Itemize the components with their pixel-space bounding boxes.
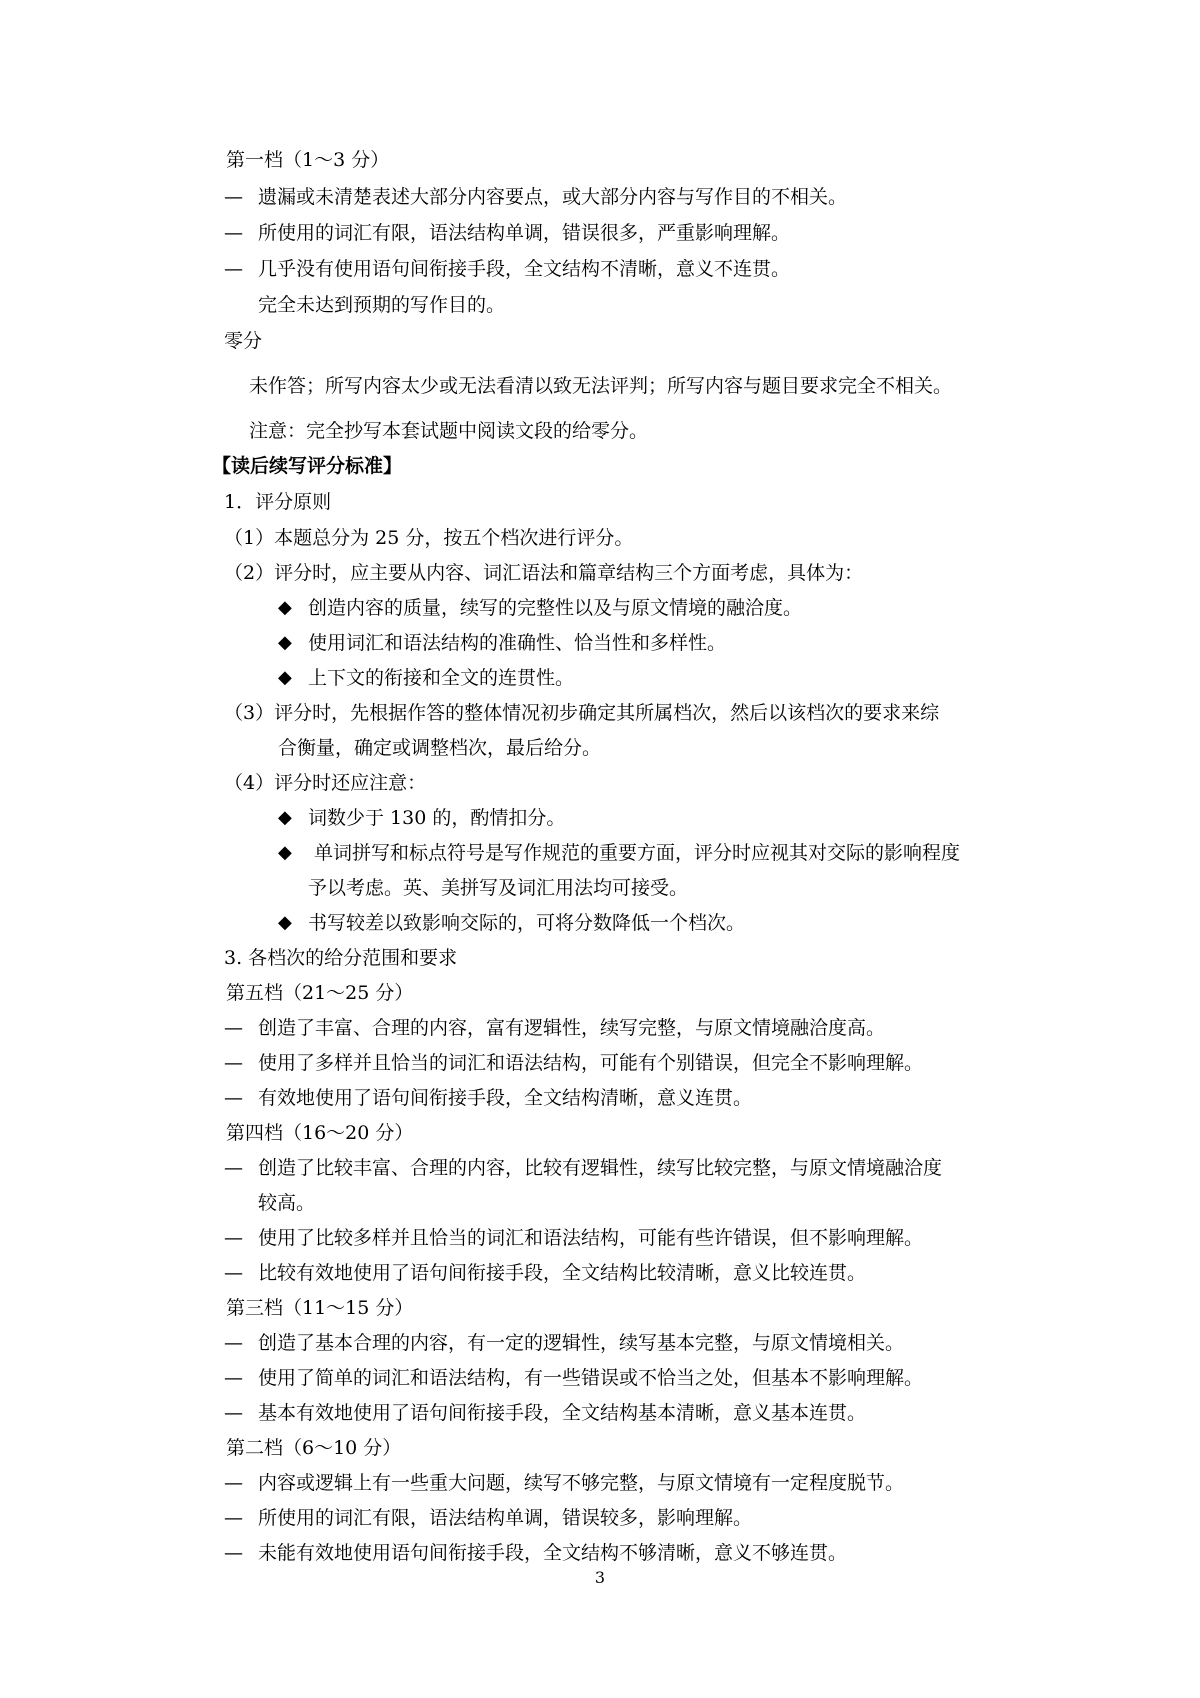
bullet-text: 创造了丰富、合理的内容，富有逻辑性，续写完整，与原文情境融洽度高。 bbox=[258, 1017, 886, 1039]
band2-bullet-2 bbox=[0, 1501, 1200, 1535]
bullet-text: 创造了比较丰富、合理的内容，比较有逻辑性，续写比较完整，与原文情境融洽度 bbox=[258, 1157, 943, 1179]
band4-heading-line bbox=[0, 1116, 1200, 1150]
page-number: 3 bbox=[594, 1568, 606, 1587]
bullet-text: 遗漏或未清楚表述大部分内容要点，或大部分内容与写作目的不相关。 bbox=[258, 186, 848, 208]
band2-heading: 第二档（6～10 分） bbox=[226, 1437, 402, 1459]
item-text: 创造内容的质量，续写的完整性以及与原文情境的融洽度。 bbox=[308, 597, 803, 619]
principle-text: （1）本题总分为 25 分，按五个档次进行评分。 bbox=[224, 527, 634, 549]
diamond-bullet-icon: ◆ bbox=[278, 667, 292, 688]
bands-heading: 3. 各档次的给分范围和要求 bbox=[224, 947, 458, 969]
zero-heading: 零分 bbox=[224, 330, 263, 352]
band3-bullet-3 bbox=[0, 1396, 1200, 1430]
dash-marker: — bbox=[224, 1052, 243, 1074]
principle-1 bbox=[0, 521, 1200, 555]
band5-bullet-1 bbox=[0, 1011, 1200, 1045]
note-text: 注意：完全抄写本套试题中阅读文段的给零分。 bbox=[249, 420, 649, 442]
dash-marker: — bbox=[224, 1227, 243, 1249]
dash-marker: — bbox=[224, 1157, 243, 1179]
dash-marker: — bbox=[224, 222, 243, 244]
bullet-text: 较高。 bbox=[258, 1192, 316, 1214]
dash-marker: — bbox=[224, 1472, 243, 1494]
bullet-text: 基本有效地使用了语句间衔接手段，全文结构基本清晰，意义基本连贯。 bbox=[258, 1402, 867, 1424]
zero-text: 未作答；所写内容太少或无法看清以致无法评判；所写内容与题目要求完全不相关。 bbox=[249, 375, 953, 397]
band3-heading-line bbox=[0, 1291, 1200, 1325]
bullet-text: 使用了比较多样并且恰当的词汇和语法结构，可能有些许错误，但不影响理解。 bbox=[258, 1227, 924, 1249]
item-text: 使用词汇和语法结构的准确性、恰当性和多样性。 bbox=[308, 632, 727, 654]
band3-bullet-2 bbox=[0, 1361, 1200, 1395]
principle-text: （2）评分时，应主要从内容、词汇语法和篇章结构三个方面考虑，具体为： bbox=[224, 562, 864, 584]
dash-marker: — bbox=[224, 1262, 243, 1284]
band1-conclusion: 完全未达到预期的写作目的。 bbox=[258, 294, 506, 316]
band5-bullet-2 bbox=[0, 1046, 1200, 1080]
bullet-text: 几乎没有使用语句间衔接手段，全文结构不清晰，意义不连贯。 bbox=[258, 258, 791, 280]
section-title: 【读后续写评分标准】 bbox=[212, 455, 403, 477]
band4-bullet-2 bbox=[0, 1221, 1200, 1255]
item-text: 词数少于 130 的，酌情扣分。 bbox=[308, 807, 566, 829]
bullet-text: 所使用的词汇有限，语法结构单调，错误较多，影响理解。 bbox=[258, 1507, 753, 1529]
principle-2-item-3 bbox=[0, 661, 1200, 695]
principle-4-item-2-cont bbox=[0, 871, 1200, 905]
principle-3-line-2 bbox=[0, 731, 1200, 765]
band3-bullet-1 bbox=[0, 1326, 1200, 1360]
principle-3-line-1 bbox=[0, 696, 1200, 730]
band4-bullet-3 bbox=[0, 1256, 1200, 1290]
item-text: 上下文的衔接和全文的连贯性。 bbox=[308, 667, 575, 689]
principles-heading-line bbox=[0, 485, 1200, 519]
dash-marker: — bbox=[224, 258, 243, 280]
band5-heading: 第五档（21～25 分） bbox=[226, 982, 414, 1004]
band1-bullet-3 bbox=[0, 252, 1200, 286]
diamond-bullet-icon: ◆ bbox=[278, 632, 292, 653]
bullet-text: 使用了简单的词汇和语法结构，有一些错误或不恰当之处，但基本不影响理解。 bbox=[258, 1367, 924, 1389]
bullet-text: 有效地使用了语句间衔接手段，全文结构清晰，意义连贯。 bbox=[258, 1087, 753, 1109]
band1-conclusion-line bbox=[0, 288, 1200, 322]
band1-bullet-1 bbox=[0, 180, 1200, 214]
bullet-text: 创造了基本合理的内容，有一定的逻辑性，续写基本完整，与原文情境相关。 bbox=[258, 1332, 905, 1354]
band3-heading: 第三档（11～15 分） bbox=[226, 1297, 414, 1319]
principle-2 bbox=[0, 556, 1200, 590]
band1-bullet-2 bbox=[0, 216, 1200, 250]
dash-marker: — bbox=[224, 1542, 243, 1564]
item-text: 单词拼写和标点符号是写作规范的重要方面，评分时应视其对交际的影响程度 bbox=[314, 842, 961, 864]
zero-heading-line bbox=[0, 324, 1200, 358]
band4-bullet-1-cont bbox=[0, 1186, 1200, 1220]
diamond-bullet-icon: ◆ bbox=[278, 912, 292, 933]
band5-bullet-3 bbox=[0, 1081, 1200, 1115]
principle-4 bbox=[0, 766, 1200, 800]
principles-heading: 1．评分原则 bbox=[224, 491, 332, 513]
principle-2-item-1 bbox=[0, 591, 1200, 625]
note-line bbox=[0, 414, 1200, 448]
bullet-text: 所使用的词汇有限，语法结构单调，错误很多，严重影响理解。 bbox=[258, 222, 791, 244]
band1-heading-line bbox=[0, 143, 1200, 177]
band4-heading: 第四档（16～20 分） bbox=[226, 1122, 414, 1144]
item-text: 予以考虑。英、美拼写及词汇用法均可接受。 bbox=[308, 877, 689, 899]
principle-text: （4）评分时还应注意： bbox=[224, 772, 427, 794]
principle-text: （3）评分时，先根据作答的整体情况初步确定其所属档次，然后以该档次的要求来综 bbox=[224, 702, 940, 724]
bands-heading-line bbox=[0, 941, 1200, 975]
dash-marker: — bbox=[224, 1017, 243, 1039]
dash-marker: — bbox=[224, 1402, 243, 1424]
principle-4-item-1 bbox=[0, 801, 1200, 835]
diamond-bullet-icon: ◆ bbox=[278, 807, 292, 828]
dash-marker: — bbox=[224, 186, 243, 208]
diamond-bullet-icon: ◆ bbox=[278, 597, 292, 618]
bullet-text: 使用了多样并且恰当的词汇和语法结构，可能有个别错误，但完全不影响理解。 bbox=[258, 1052, 924, 1074]
band4-bullet-1 bbox=[0, 1151, 1200, 1185]
diamond-bullet-icon: ◆ bbox=[278, 842, 292, 863]
bullet-text: 未能有效地使用语句间衔接手段，全文结构不够清晰，意义不够连贯。 bbox=[258, 1542, 848, 1564]
band2-heading-line bbox=[0, 1431, 1200, 1465]
dash-marker: — bbox=[224, 1087, 243, 1109]
band2-bullet-1 bbox=[0, 1466, 1200, 1500]
dash-marker: — bbox=[224, 1367, 243, 1389]
section-title-line bbox=[0, 449, 1200, 483]
principle-text: 合衡量，确定或调整档次，最后给分。 bbox=[278, 737, 602, 759]
dash-marker: — bbox=[224, 1332, 243, 1354]
principle-2-item-2 bbox=[0, 626, 1200, 660]
dash-marker: — bbox=[224, 1507, 243, 1529]
bullet-text: 比较有效地使用了语句间衔接手段，全文结构比较清晰，意义比较连贯。 bbox=[258, 1262, 867, 1284]
principle-4-item-3 bbox=[0, 906, 1200, 940]
band2-bullet-3 bbox=[0, 1536, 1200, 1570]
bullet-text: 内容或逻辑上有一些重大问题，续写不够完整，与原文情境有一定程度脱节。 bbox=[258, 1472, 905, 1494]
zero-text-line bbox=[0, 369, 1200, 403]
item-text: 书写较差以致影响交际的，可将分数降低一个档次。 bbox=[308, 912, 746, 934]
band5-heading-line bbox=[0, 976, 1200, 1010]
principle-4-item-2 bbox=[0, 836, 1200, 870]
band1-heading: 第一档（1～3 分） bbox=[226, 149, 390, 171]
